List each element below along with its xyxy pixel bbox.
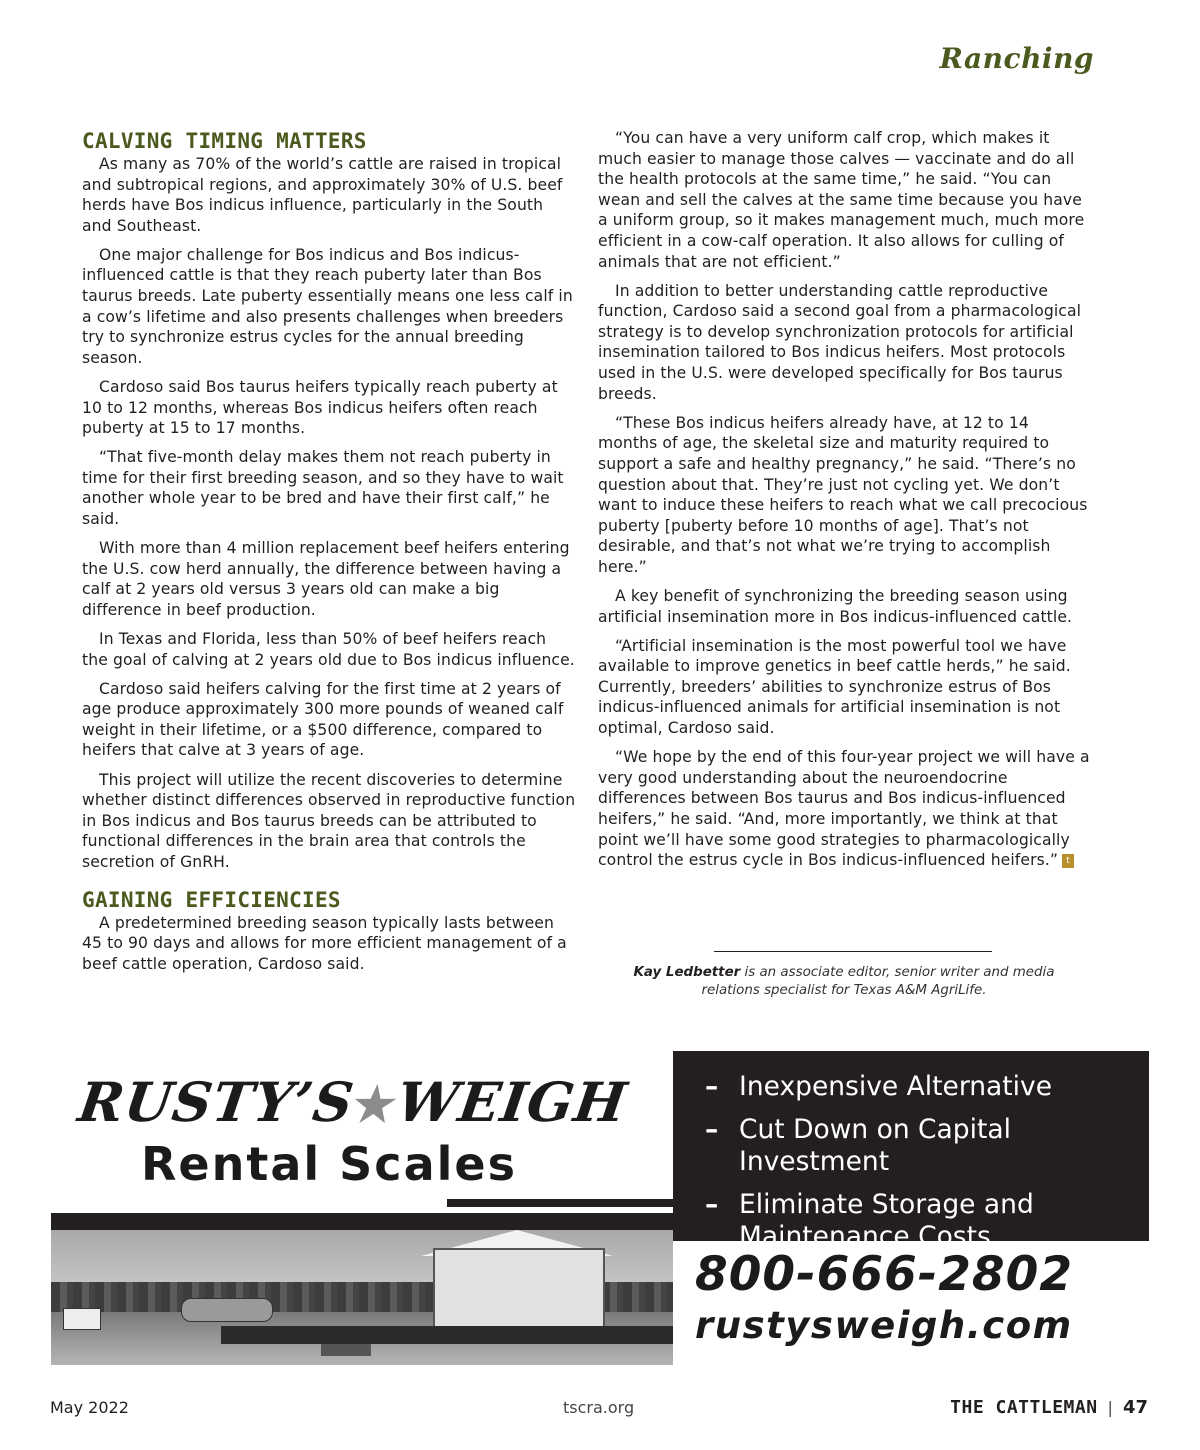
page-number: 47 xyxy=(1122,1397,1148,1418)
ad-benefit-text: Eliminate Storage and Maintenance Costs xyxy=(739,1189,1034,1252)
ad-benefit-text: Cut Down on Capital Investment xyxy=(739,1114,1011,1177)
ad-logo-right: WEIGH xyxy=(393,1070,632,1134)
paragraphs-group-2 xyxy=(82,913,576,975)
star-icon: ★ xyxy=(349,1077,402,1133)
page-footer xyxy=(0,1395,1200,1421)
ad-benefit-item xyxy=(705,1071,1129,1103)
section-heading-efficiencies: GAINING EFFICIENCIES xyxy=(82,887,341,912)
footer-publication xyxy=(950,1395,1148,1421)
photo-tank-car xyxy=(181,1298,273,1322)
ad-benefit-text: Inexpensive Alternative xyxy=(739,1071,1053,1102)
author-name: Kay Ledbetter xyxy=(633,965,741,980)
article-paragraph: One major challenge for Bos indicus and Bos indicus-influenced cattle is that they reach puberty later than Bos taurus breeds. Late puberty essentially means one less calf in a cow’s lifetime and also presents challenges when breeders try to synchronize estrus cycles for the annual breeding season. xyxy=(82,245,573,367)
article-paragraph: Cardoso said heifers calving for the first time at 2 years of age produce approximately 300 more pounds of weaned calf weight in their lifetime, or a $500 difference, compared to heifers that calve at 3 years of age. xyxy=(82,679,564,760)
article-paragraph: This project will utilize the recent discoveries to determine whether distinct differences observed in reproductive function in Bos indicus and Bos taurus breeds can be attributed to functional differences in the brain area that controls the secretion of GnRH. xyxy=(82,770,576,871)
ad-benefit-item xyxy=(705,1189,1129,1253)
end-mark-icon: t xyxy=(1062,854,1074,868)
article-paragraph: In Texas and Florida, less than 50% of beef heifers reach the goal of calving at 2 years old due to Bos indicus influence. xyxy=(82,629,575,669)
ad-benefits-list xyxy=(705,1071,1129,1253)
ad-benefit-item xyxy=(705,1114,1129,1178)
paragraphs-group-right xyxy=(598,128,1092,739)
rustys-weigh-advertisement[interactable] xyxy=(51,1051,1149,1365)
ad-photo-truck-scale xyxy=(51,1230,673,1365)
dash-bullet-icon: – xyxy=(705,1114,719,1145)
photo-barn xyxy=(433,1248,605,1330)
article-paragraph: A predetermined breeding season typically lasts between 45 to 90 days and allows for more efficient management of a beef cattle operation, Cardoso said. xyxy=(82,913,567,973)
byline-divider xyxy=(714,951,992,952)
article-paragraph: “Artificial insemination is the most powerful tool we have available to improve genetics in beef cattle herds,” he said. Currently, breeders’ abilities to synchronize estrus of Bos indicus-influenced animals for artificial insemination is not optimal, Cardoso said. xyxy=(598,636,1071,738)
final-paragraph xyxy=(598,747,1092,871)
article-paragraph: “You can have a very uniform calf crop, which makes it much easier to manage those calves — vaccinate and do all the health protocols at the same time,” he said. “You can wean and sell the calves at the same time because you have a uniform group, so it makes management much, much more efficient in a cow-calf operation. It also allows for culling of animals that are not efficient.” xyxy=(598,129,1085,271)
article-column-right xyxy=(598,128,1092,879)
section-tag: Ranching xyxy=(939,42,1094,75)
ad-website-link[interactable]: rustysweigh.com xyxy=(695,1304,1073,1347)
section-heading-calving: CALVING TIMING MATTERS xyxy=(82,129,367,153)
article-paragraph: “These Bos indicus heifers already have, at 12 to 14 months of age, the skeletal size and maturity required to support a safe and healthy pregnancy,” he said. “There’s no question about that. They’re just not cycling yet. We don’t want to induce these heifers to reach what we call precocious puberty [puberty before 10 months of age]. That’s not desirable, and that’s not what we’re trying to accomplish here.” xyxy=(598,413,1088,576)
article-paragraph: As many as 70% of the world’s cattle are raised in tropical and subtropical regions, and approximately 30% of U.S. beef herds have Bos indicus influence, particularly in the South and Southeast. xyxy=(82,155,563,235)
photo-scale-platform xyxy=(221,1326,673,1344)
article-paragraph: With more than 4 million replacement beef heifers entering the U.S. cow herd annually, the difference between having a calf at 2 years old versus 3 years old can make a big difference in beef production. xyxy=(82,539,570,619)
article-paragraph: Cardoso said Bos taurus heifers typically reach puberty at 10 to 12 months, whereas Bos indicus heifers often reach puberty at 15 to 17 months. xyxy=(82,377,558,438)
magazine-name: THE CATTLEMAN xyxy=(950,1397,1098,1418)
ad-logo xyxy=(75,1071,664,1133)
ad-rule-short xyxy=(447,1199,673,1207)
article-paragraph: In addition to better understanding cattle reproductive function, Cardoso said a second goal from a pharmacological strategy is to develop synchronization protocols for artificial insemination tailored to Bos indicus heifers. Most protocols used in the U.S. were developed specifically for Bos taurus breeds. xyxy=(598,281,1082,403)
dash-bullet-icon: – xyxy=(705,1189,719,1220)
article-paragraph: A key benefit of synchronizing the breeding season using artificial insemination more in Bos indicus-influenced cattle. xyxy=(598,586,1073,626)
photo-sign xyxy=(321,1344,371,1356)
author-bio: is an associate editor, senior writer and media relations specialist for Texas A&M AgriLife. xyxy=(701,965,1055,998)
author-byline xyxy=(628,964,1060,1000)
article-column-left xyxy=(82,128,576,983)
final-paragraph-text: “We hope by the end of this four-year project we will have a very good understanding about the neuroendocrine differences between Bos taurus and Bos indicus-influenced heifers,” he said. “And, more importantly, we think at that point we’ll have some good strategies to pharmacologically control the estrus cycle in Bos indicus-influenced heifers.” xyxy=(598,748,1090,870)
dash-bullet-icon: – xyxy=(705,1071,719,1102)
ad-benefits-box xyxy=(673,1051,1149,1252)
issue-date: May 2022 xyxy=(50,1398,129,1417)
article-paragraph: “That five-month delay makes them not reach puberty in time for their first breeding season, and so they have to wait another whole year to be bred and have their first calf,” he said. xyxy=(82,448,564,528)
ad-logo-left: RUSTY’S xyxy=(74,1070,358,1134)
ad-rule-long xyxy=(51,1213,673,1230)
ad-phone-number[interactable]: 800-666-2802 xyxy=(695,1247,1074,1302)
paragraphs-group-1 xyxy=(82,154,576,873)
photo-truck xyxy=(63,1308,101,1330)
footer-site-link[interactable]: tscra.org xyxy=(563,1398,635,1417)
ad-subtitle: Rental Scales xyxy=(141,1137,517,1191)
footer-separator: | xyxy=(1107,1398,1113,1417)
